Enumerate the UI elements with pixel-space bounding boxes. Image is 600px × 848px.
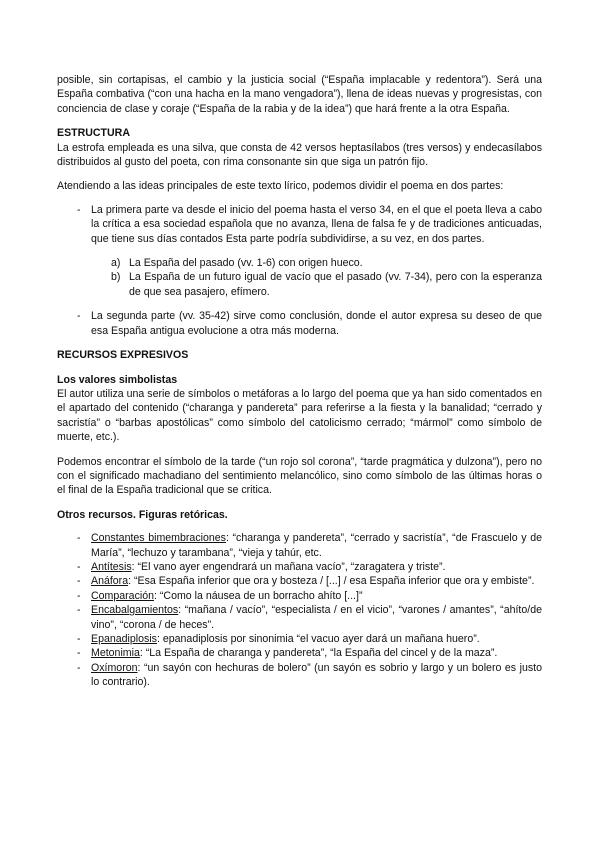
list-item: [57, 632, 542, 646]
parts-list-2: [57, 309, 542, 338]
recursos-paragraph-1: El autor utiliza una serie de símbolos o metáforas a lo largo del poema que ya han sido comentados en el apartado del contenido (“charanga y pandereta” para referirse a la fiesta y la banalidad; “cerrado y sacristía” o “barbas apostólicas” como símbolo del catolicismo cerrado; “mármol” como símbolo de muerte, etc.).: [57, 387, 542, 444]
figure-text: : epanadiplosis por sinonimia “el vacuo ayer dará un mañana huero”.: [156, 633, 480, 645]
list-marker: a): [111, 257, 121, 270]
list-item: [57, 203, 542, 246]
figure-text: : “El vano ayer engendrará un mañana vacío”, “zaragatera y triste”.: [131, 560, 446, 573]
list-dash: -: [77, 532, 81, 545]
list-marker: b): [111, 271, 121, 284]
parts-list: [57, 203, 542, 246]
list-dash: -: [77, 203, 81, 216]
estructura-paragraph-2: Atendiendo a las ideas principales de este texto lírico, podemos dividir el poema en dos partes:: [57, 180, 504, 193]
list-item: [57, 603, 542, 632]
list-item: [57, 560, 542, 574]
recursos-paragraph-2: Podemos encontrar el símbolo de la tarde (“un rojo sol corona”, “tarde pragmática y dulzona”), pero no con el significado machadiano del sentimiento melancólico, sino como símbolo de las últimas horas o el final de la España tradicional que se critica.: [57, 455, 542, 497]
figure-term: Antítesis: [91, 560, 132, 573]
list-item: [57, 256, 542, 270]
figure-text: : “charanga y pandereta”, “cerrado y sacristía”, “de Frascuelo y de María”, “lechuzo y tarambana”, “vieja y tahúr, etc.: [91, 532, 542, 559]
list-dash: -: [77, 575, 81, 588]
recursos-heading: RECURSOS EXPRESIVOS: [57, 349, 189, 362]
figure-text: : “Esa España inferior que ora y bosteza / [...] / esa España inferior que ora y embiste”.: [128, 575, 535, 588]
list-dash: -: [77, 661, 81, 674]
figure-text: : “mañana / vacío”, “especialista / en el vicio”, “varones / amantes”, “ahíto/de vino”, “corona / de heces”.: [91, 604, 542, 631]
figure-term: Oxímoron: [91, 661, 138, 674]
list-dash: -: [77, 310, 81, 323]
figure-term: Epanadiplosis: [91, 633, 157, 645]
figure-term: Anáfora: [91, 575, 129, 588]
figure-text: : “Como la náusea de un borracho ahíto [...]”: [154, 589, 363, 602]
estructura-paragraph-1: La estrofa empleada es una silva, que consta de 42 versos heptasílabos (tres versos) y endecasílabos distribuidos al gusto del poeta, con rima consonante sin que siga un patrón fijo.: [57, 141, 542, 169]
list-item: [57, 574, 542, 588]
list-dash: -: [77, 604, 81, 617]
list-item-text: La España de un futuro igual de vacío que el pasado (vv. 7-34), pero con la esperanza de que sea pasajero, efímero.: [129, 271, 542, 298]
list-item: [57, 309, 542, 338]
list-item-text: La primera parte va desde el inicio del poema hasta el verso 34, en el que el poeta lleva a cabo la crítica a esa sociedad española que no avanza, llena de falsa fe y de tradiciones anticuadas, que tiene sus días contados Esta parte podría subdividirse, a su vez, en dos partes.: [91, 203, 542, 245]
document-page: [57, 73, 542, 690]
list-item-text: La España del pasado (vv. 1-6) con origen hueco.: [129, 257, 363, 270]
list-dash: -: [77, 633, 81, 645]
estructura-heading: ESTRUCTURA: [57, 127, 130, 140]
list-dash: -: [77, 647, 81, 660]
figure-term: Metonimia: [91, 647, 140, 660]
figuras-subheading: Otros recursos. Figuras retóricas.: [57, 508, 228, 521]
figure-text: : “un sayón con hechuras de bolero” (un sayón es sobrio y largo y un bolero es justo lo contrario).: [91, 661, 542, 689]
list-item: [57, 531, 542, 560]
list-dash: -: [77, 560, 81, 573]
list-item: [57, 270, 542, 299]
figure-term: Comparación: [91, 589, 155, 602]
list-item: [57, 646, 542, 660]
list-item-text: La segunda parte (vv. 35-42) sirve como conclusión, donde el autor expresa su deseo de que esa España antigua evolucione a otra más moderna.: [91, 310, 542, 337]
figure-term: Constantes bimembraciones: [91, 532, 226, 545]
subparts-list: [57, 256, 542, 299]
intro-paragraph: posible, sin cortapisas, el cambio y la justicia social (“España implacable y redentora”). Será una España combativa (“con una hacha en la mano vengadora”), llena de ideas nuevas y progresistas, con conciencia de clase y coraje (“España de la rabia y de la idea”) que hará frente a la otra España.: [57, 74, 542, 115]
list-dash: -: [77, 589, 81, 602]
simbolistas-subheading: Los valores simbolistas: [57, 373, 178, 386]
figure-text: : “La España de charanga y pandereta”, “la España del cincel y de la maza”.: [139, 647, 498, 660]
list-item: [57, 589, 542, 603]
list-item: [57, 661, 542, 690]
figures-list: [57, 531, 542, 689]
figure-term: Encabalgamientos: [91, 604, 179, 617]
